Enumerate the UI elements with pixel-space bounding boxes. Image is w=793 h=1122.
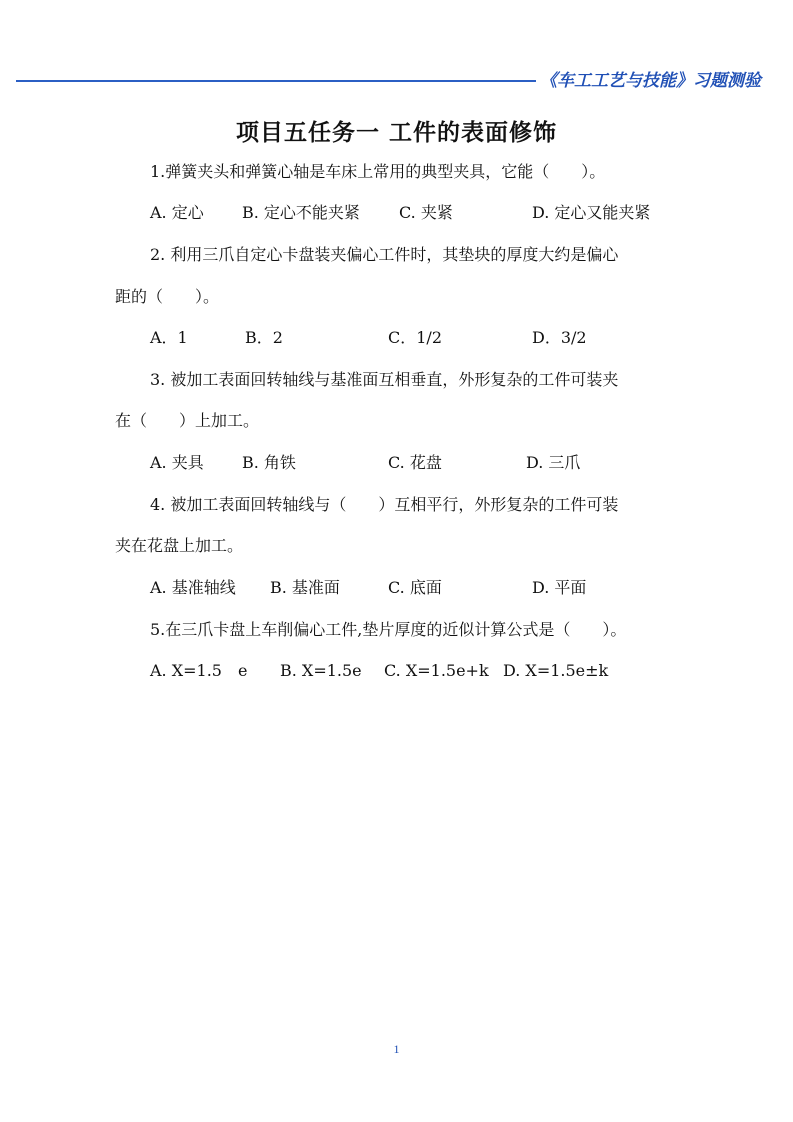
question-5-option-a: A. X=1.5 e [150, 661, 248, 680]
question-4-line-1: 4. 被加工表面回转轴线与（ ）互相平行，外形复杂的工件可装 [150, 495, 619, 514]
question-5-option-b: B. X=1.5e [280, 661, 362, 680]
question-3-option-b: B. 角铁 [242, 453, 296, 472]
header-rule [16, 80, 536, 82]
question-2-line-1: 2. 利用三爪自定心卡盘装夹偏心工件时，其垫块的厚度大约是偏心 [150, 245, 619, 264]
question-2-line-2: 距的（ ）。 [115, 287, 220, 306]
question-1-line-1: 1.弹簧夹头和弹簧心轴是车床上常用的典型夹具，它能（ ）。 [150, 162, 606, 181]
question-4-option-a: A. 基准轴线 [150, 578, 236, 597]
question-2-option-d: D．3/2 [532, 328, 587, 347]
question-3-option-c: C. 花盘 [388, 453, 442, 472]
question-3-option-d: D. 三爪 [526, 453, 581, 472]
question-3-line-2: 在（ ）上加工。 [115, 411, 260, 430]
header-title: 《车工工艺与技能》习题测验 [540, 71, 761, 91]
question-1-option-b: B. 定心不能夹紧 [242, 203, 360, 222]
page-number: 1 [393, 1042, 400, 1056]
question-3-line-1: 3. 被加工表面回转轴线与基准面互相垂直，外形复杂的工件可装夹 [150, 370, 619, 389]
question-5-option-d: D. X=1.5e±k [503, 661, 609, 680]
question-5-option-c: C. X=1.5e+k [384, 661, 489, 680]
question-1-option-c: C. 夹紧 [399, 203, 453, 222]
question-4-option-d: D. 平面 [532, 578, 587, 597]
question-2-option-c: C．1/2 [388, 328, 442, 347]
question-5-line-1: 5.在三爪卡盘上车削偏心工件,垫片厚度的近似计算公式是（ ）。 [150, 620, 627, 639]
question-4-line-2: 夹在花盘上加工。 [115, 536, 244, 555]
page-title: 项目五任务一 工件的表面修饰 [235, 120, 557, 146]
question-1-option-a: A. 定心 [150, 203, 204, 222]
question-3-option-a: A. 夹具 [150, 453, 204, 472]
question-1-option-d: D. 定心又能夹紧 [532, 203, 651, 222]
question-2-option-a: A．1 [150, 328, 188, 347]
question-4-option-b: B. 基准面 [270, 578, 340, 597]
question-4-option-c: C. 底面 [388, 578, 442, 597]
question-2-option-b: B．2 [245, 328, 283, 347]
